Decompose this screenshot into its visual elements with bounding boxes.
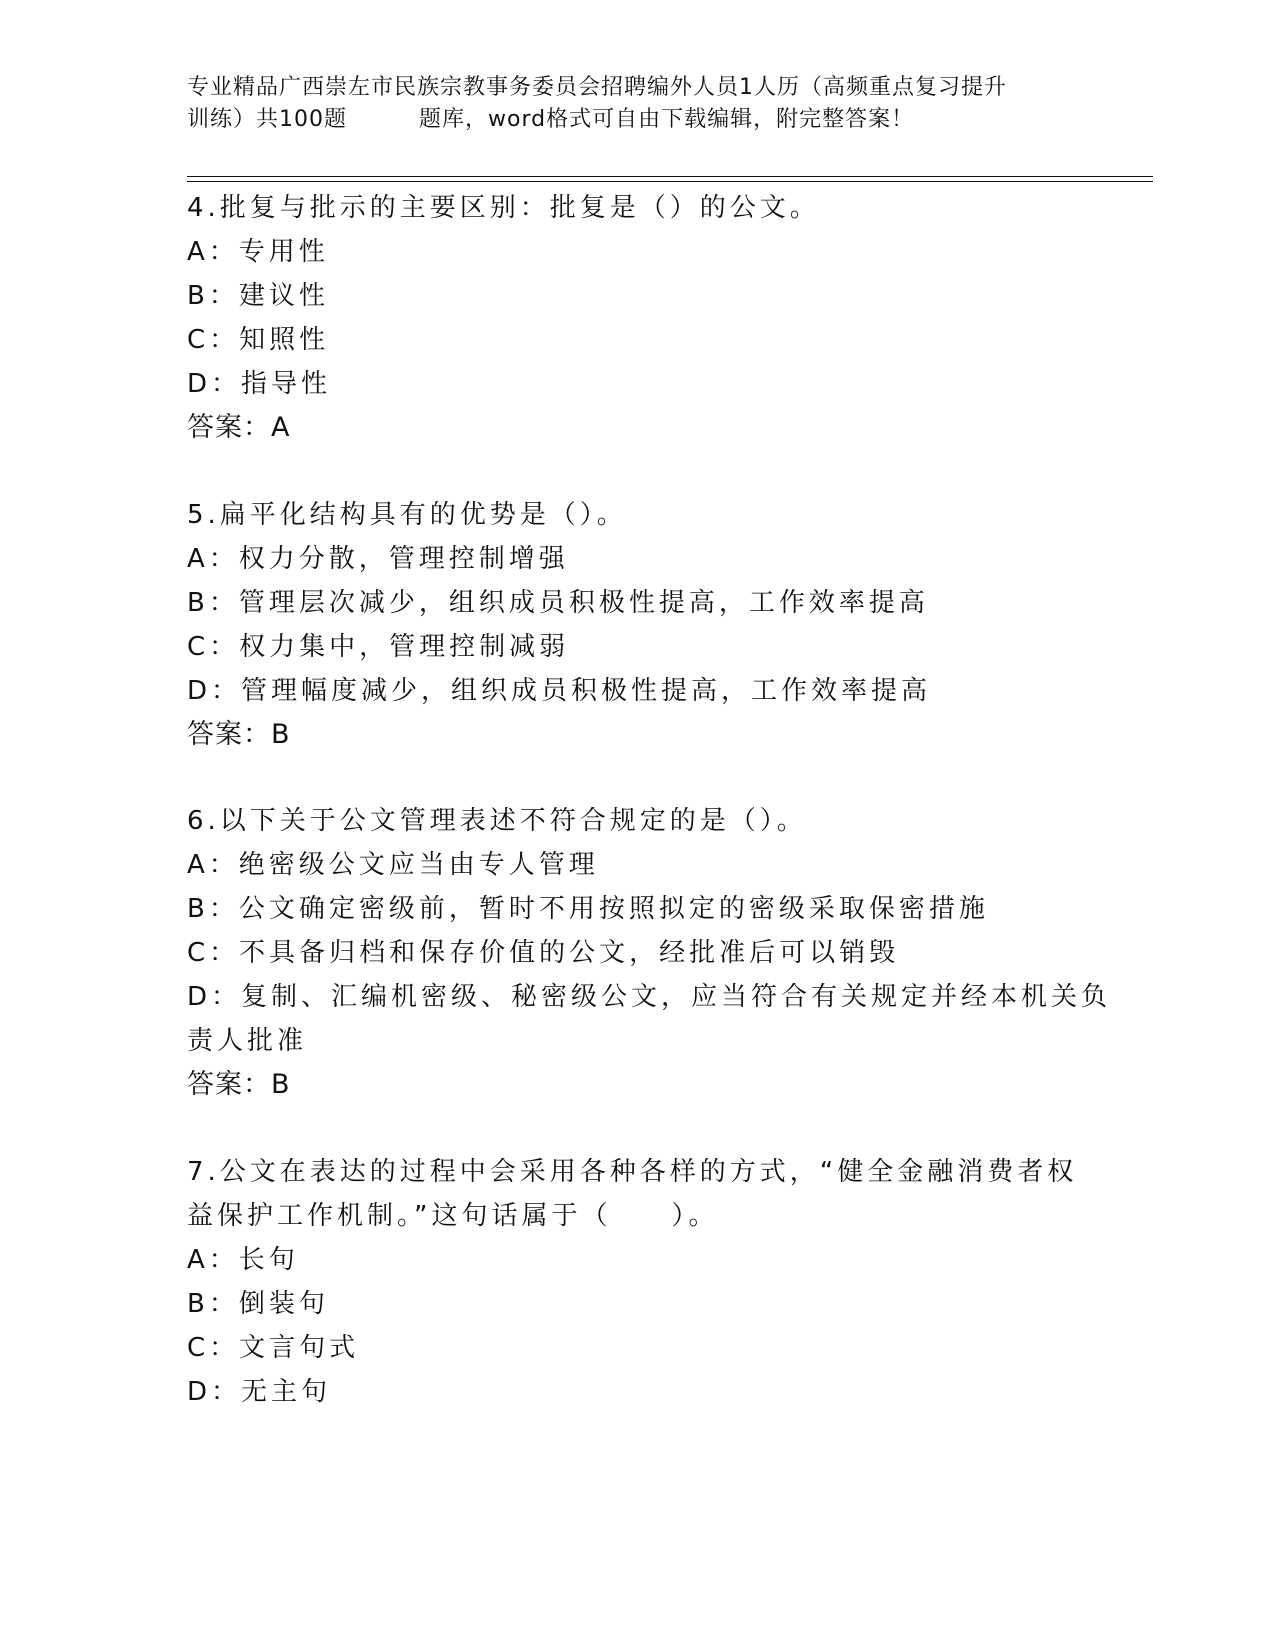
question-5-option-a: A：权力分散，管理控制增强 bbox=[187, 544, 569, 574]
header-title-part-1: 训练）共100题 bbox=[187, 107, 347, 132]
document-header bbox=[187, 72, 1087, 136]
question-6-option-b: B：公文确定密级前，暂时不用按照拟定的密级采取保密措施 bbox=[187, 894, 989, 924]
question-4-option-a: A：专用性 bbox=[187, 237, 329, 267]
question-5-answer: 答案：B bbox=[187, 719, 291, 750]
question-5-option-b: B：管理层次减少，组织成员积极性提高，工作效率提高 bbox=[187, 588, 929, 618]
question-6-stem: 6.以下关于公文管理表述不符合规定的是（）。 bbox=[187, 806, 807, 836]
question-5-option-d: D：管理幅度减少，组织成员积极性提高，工作效率提高 bbox=[187, 676, 932, 706]
question-4-answer: 答案：A bbox=[187, 412, 291, 443]
question-4-option-c: C：知照性 bbox=[187, 325, 330, 355]
header-divider-bottom bbox=[187, 181, 1153, 182]
question-7-option-c: C：文言句式 bbox=[187, 1333, 360, 1363]
question-7-option-a: A：长句 bbox=[187, 1245, 299, 1275]
header-title-part-2: 题库，word格式可自由下载编辑，附完整答案！ bbox=[419, 107, 915, 132]
question-4-stem: 4.批复与批示的主要区别：批复是（）的公文。 bbox=[187, 193, 820, 223]
question-4-option-d: D：指导性 bbox=[187, 369, 332, 399]
question-7-stem: 7.公文在表达的过程中会采用各种各样的方式，“健全金融消费者权 bbox=[187, 1157, 1078, 1187]
question-5-stem: 5.扁平化结构具有的优势是（）。 bbox=[187, 500, 627, 530]
question-6-option-c: C：不具备归档和保存价值的公文，经批准后可以销毁 bbox=[187, 938, 900, 968]
question-5-option-c: C：权力集中，管理控制减弱 bbox=[187, 632, 570, 662]
header-title-line-2 bbox=[187, 104, 1087, 136]
question-6-option-d: D：复制、汇编机密级、秘密级公文，应当符合有关规定并经本机关负 bbox=[187, 982, 1112, 1012]
header-divider-top bbox=[187, 176, 1153, 177]
question-6-option-d-continued: 责人批准 bbox=[187, 1026, 308, 1056]
question-4-option-b: B：建议性 bbox=[187, 281, 329, 311]
header-title-line-1: 专业精品广西崇左市民族宗教事务委员会招聘编外人员1人历（高频重点复习提升 bbox=[187, 75, 1007, 100]
question-6-answer: 答案：B bbox=[187, 1069, 291, 1100]
question-7-option-b: B：倒装句 bbox=[187, 1289, 329, 1319]
question-7-stem-continued: 益保护工作机制。”这句话属于（ ）。 bbox=[187, 1201, 719, 1231]
question-7-option-d: D：无主句 bbox=[187, 1377, 332, 1407]
question-6-option-a: A：绝密级公文应当由专人管理 bbox=[187, 850, 599, 880]
